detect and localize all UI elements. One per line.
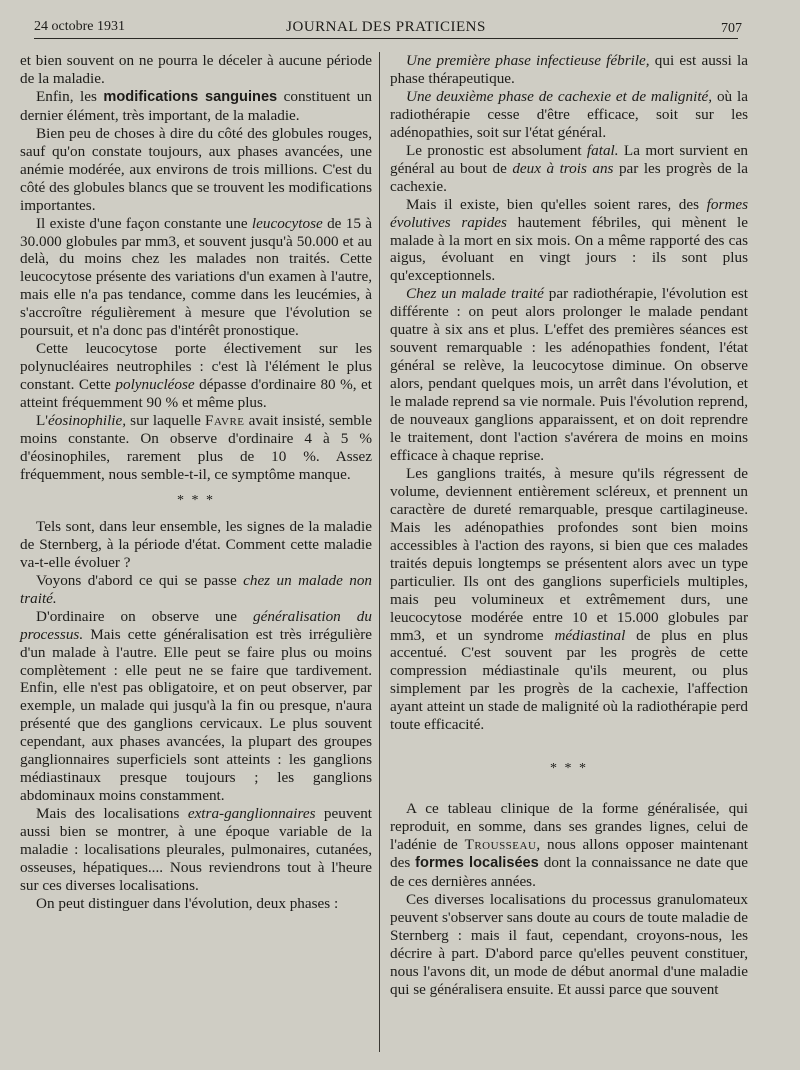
paragraph: Ces diverses localisations du processus granulomateux peuvent s'observer sans doute au cours de toute maladie de Sternberg : mais il faut, cependant, croyons-nous, les décrire à part. D'abord parce qu'elles peuvent constituer, nous l'avons dit, un mode de début anormal d'une maladie qui se généralisera ensuite. Et aussi parce que souvent bbox=[390, 890, 748, 998]
paragraph: Une deuxième phase de cachexie et de malignité, où la radiothérapie cesse d'être efficace, soit sur les adénopathies, soit sur l'état général. bbox=[390, 87, 748, 141]
paragraph: Le pronostic est absolument fatal. La mort survient en général au bout de deux à trois ans par les progrès de la cachexie. bbox=[390, 141, 749, 195]
italic-term: Chez un malade traité bbox=[406, 285, 544, 303]
paragraph: A ce tableau clinique de la forme généralisée, qui reproduit, en somme, dans ses grandes lignes, celui de l'adénie de Trousseau, nous allons opposer maintenant des formes localisées dont la connaissance ne date que de ces dernières années. bbox=[390, 800, 749, 891]
italic-term: Une deuxième phase de cachexie et de malignité, bbox=[406, 87, 713, 105]
author-name: Trousseau bbox=[464, 836, 537, 854]
italic-term: extra-ganglionnaires bbox=[187, 805, 316, 823]
italic-term: fatal. bbox=[586, 141, 619, 159]
section-separator: * * * bbox=[550, 761, 588, 777]
paragraph: On peut distinguer dans l'évolution, deux phases : bbox=[36, 894, 339, 912]
right-column bbox=[390, 52, 748, 999]
italic-term: leucocytose bbox=[251, 214, 323, 232]
author-name: Favre bbox=[205, 412, 245, 430]
journal-title: JOURNAL DES PRATICIENS bbox=[286, 19, 486, 35]
italic-term: deux à trois ans bbox=[512, 159, 614, 177]
paragraph: Mais il existe, bien qu'elles soient rares, des formes évolutives rapides hautement fébriles, qui mènent le malade à la mort en six mois. On a même rapporté des cas aigus, évoluant en vingt jours : ils sont plus qu'exceptionnels. bbox=[390, 195, 748, 285]
italic-term: chez un malade non traité. bbox=[20, 571, 373, 607]
bold-term: modifications sanguines bbox=[103, 88, 278, 105]
column-divider bbox=[379, 52, 380, 1052]
paragraph: et bien souvent on ne pourra le déceler à aucune période de la maladie. bbox=[20, 52, 372, 87]
italic-term: Une première phase infectieuse fébrile, bbox=[406, 52, 650, 69]
page-number: 707 bbox=[721, 21, 742, 36]
paragraph: Mais des localisations extra-ganglionnaires peuvent aussi bien se montrer, à une époque variable de la maladie : localisations pleurales, pulmonaires, cutanées, osseuses, hépatiques.... Nous reviendrons tout à l'heure sur ces diverses localisations. bbox=[20, 805, 373, 894]
paragraph: Enfin, les modifications sanguines constituent un dernier élément, très important, de la maladie. bbox=[20, 87, 372, 124]
left-column bbox=[20, 52, 372, 913]
paragraph: L'éosinophilie, sur laquelle Favre avait insisté, semble moins constante. On observe d'ordinaire 4 à 5 % d'éosinophiles, rarement plus de 10 %. Assez fréquemment, nous semble-t-il, ce symptôme manque. bbox=[20, 412, 372, 483]
section-separator: * * * bbox=[177, 492, 215, 508]
paragraph: Tels sont, dans leur ensemble, les signes de la maladie de Sternberg, à la période d'état. Comment cette maladie va-t-elle évoluer ? bbox=[20, 517, 372, 571]
header-date: 24 octobre 1931 bbox=[34, 19, 125, 34]
italic-term: polynucléose bbox=[115, 376, 195, 394]
paragraph: Les ganglions traités, à mesure qu'ils régressent de volume, deviennent entièrement scléreux, et prennent un caractère de dureté remarquable, presque cartilagineuse. Mais les adénopathies profondes sont bien moins accessibles à l'action des rayons, si bien que ces malades traités depuis longtemps se présentent alors avec un type particulier. Ils ont des ganglions superficiels multiples, mais peu volumineux et extrêmement durs, une leucocytose modérée entre 10 et 15.000 globules par mm3, et un syndrome médiastinal de plus en plus accentué. C'est souvent par les progrès de cette compression médiastinale qu'ils meurent, ou plus simplement par les progrès de la cachexie, l'affection ayant atteint un stade de malignité où la radiothérapie perd toute efficacité. bbox=[390, 464, 748, 734]
italic-term: médiastinal bbox=[554, 626, 626, 644]
italic-term: formes évolutives rapides bbox=[390, 195, 748, 231]
italic-term: généralisation du processus. bbox=[20, 607, 372, 643]
bold-term: formes localisées bbox=[415, 855, 539, 872]
paragraph: Cette leucocytose porte électivement sur les polynucléaires neutrophiles : c'est là l'élément le plus constant. Cette polynucléose dépasse d'ordinaire 80 %, et atteint fréquemment 90 % et même plus. bbox=[20, 340, 372, 412]
paragraph: Bien peu de choses à dire du côté des globules rouges, sauf qu'on constate toujours, aux phases avancées, une anémie modérée, aux environs de trois millions. C'est du côté des globules blancs que se trouvent les modifications importantes. bbox=[20, 124, 372, 214]
paragraph: D'ordinaire on observe une généralisation du processus. Mais cette généralisation est très irrégulière d'un malade à l'autre. Elle peut se faire plus ou moins complètement : elle peut ne se faire que tardivement. Enfin, elle n'est pas obligatoire, et on peut observer, par exemple, un malade qui jusqu'à la fin ou presque, n'aura présenté que des ganglions cervicaux. Le plus souvent cependant, aux phases avancées, la plupart des groupes ganglionnaires superficiels sont atteints : les ganglions médiastinaux presque toujours ; les ganglions abdominaux moins constamment. bbox=[20, 607, 372, 805]
running-header bbox=[34, 16, 742, 39]
paragraph: Une première phase infectieuse fébrile, qui est aussi la phase thérapeutique. bbox=[390, 52, 748, 87]
italic-term: éosinophilie, bbox=[48, 412, 127, 430]
paragraph: Voyons d'abord ce qui se passe chez un malade non traité. bbox=[20, 571, 373, 607]
paragraph: Il existe d'une façon constante une leucocytose de 15 à 30.000 globules par mm3, et souvent jusqu'à 50.000 et au delà, du moins chez les malades non traités. Cette leucocytose présente des variations d'un examen à l'autre, mais elle n'a pas tendance, comme dans les leucémies, à s'accroître régulièrement à mesure que l'évolution se poursuit, et n'a donc pas d'intérêt pronostique. bbox=[20, 214, 372, 340]
paragraph: Chez un malade traité par radiothérapie, l'évolution est différente : on peut alors prolonger le malade pendant quatre à six ans et plus. L'effet des premières séances est souvent remarquable : les adénopathies fondent, l'état général se relève, la leucocytose diminue. On observe alors, pendant quelques mois, un arrêt dans l'évolution, et le malade reprend sa vie normale. Puis l'évolution reprend, de nouveaux ganglions apparaissent, et on doit reprendre le traitement, dont l'action s'avérera de moins en moins efficace à chaque reprise. bbox=[390, 285, 748, 464]
